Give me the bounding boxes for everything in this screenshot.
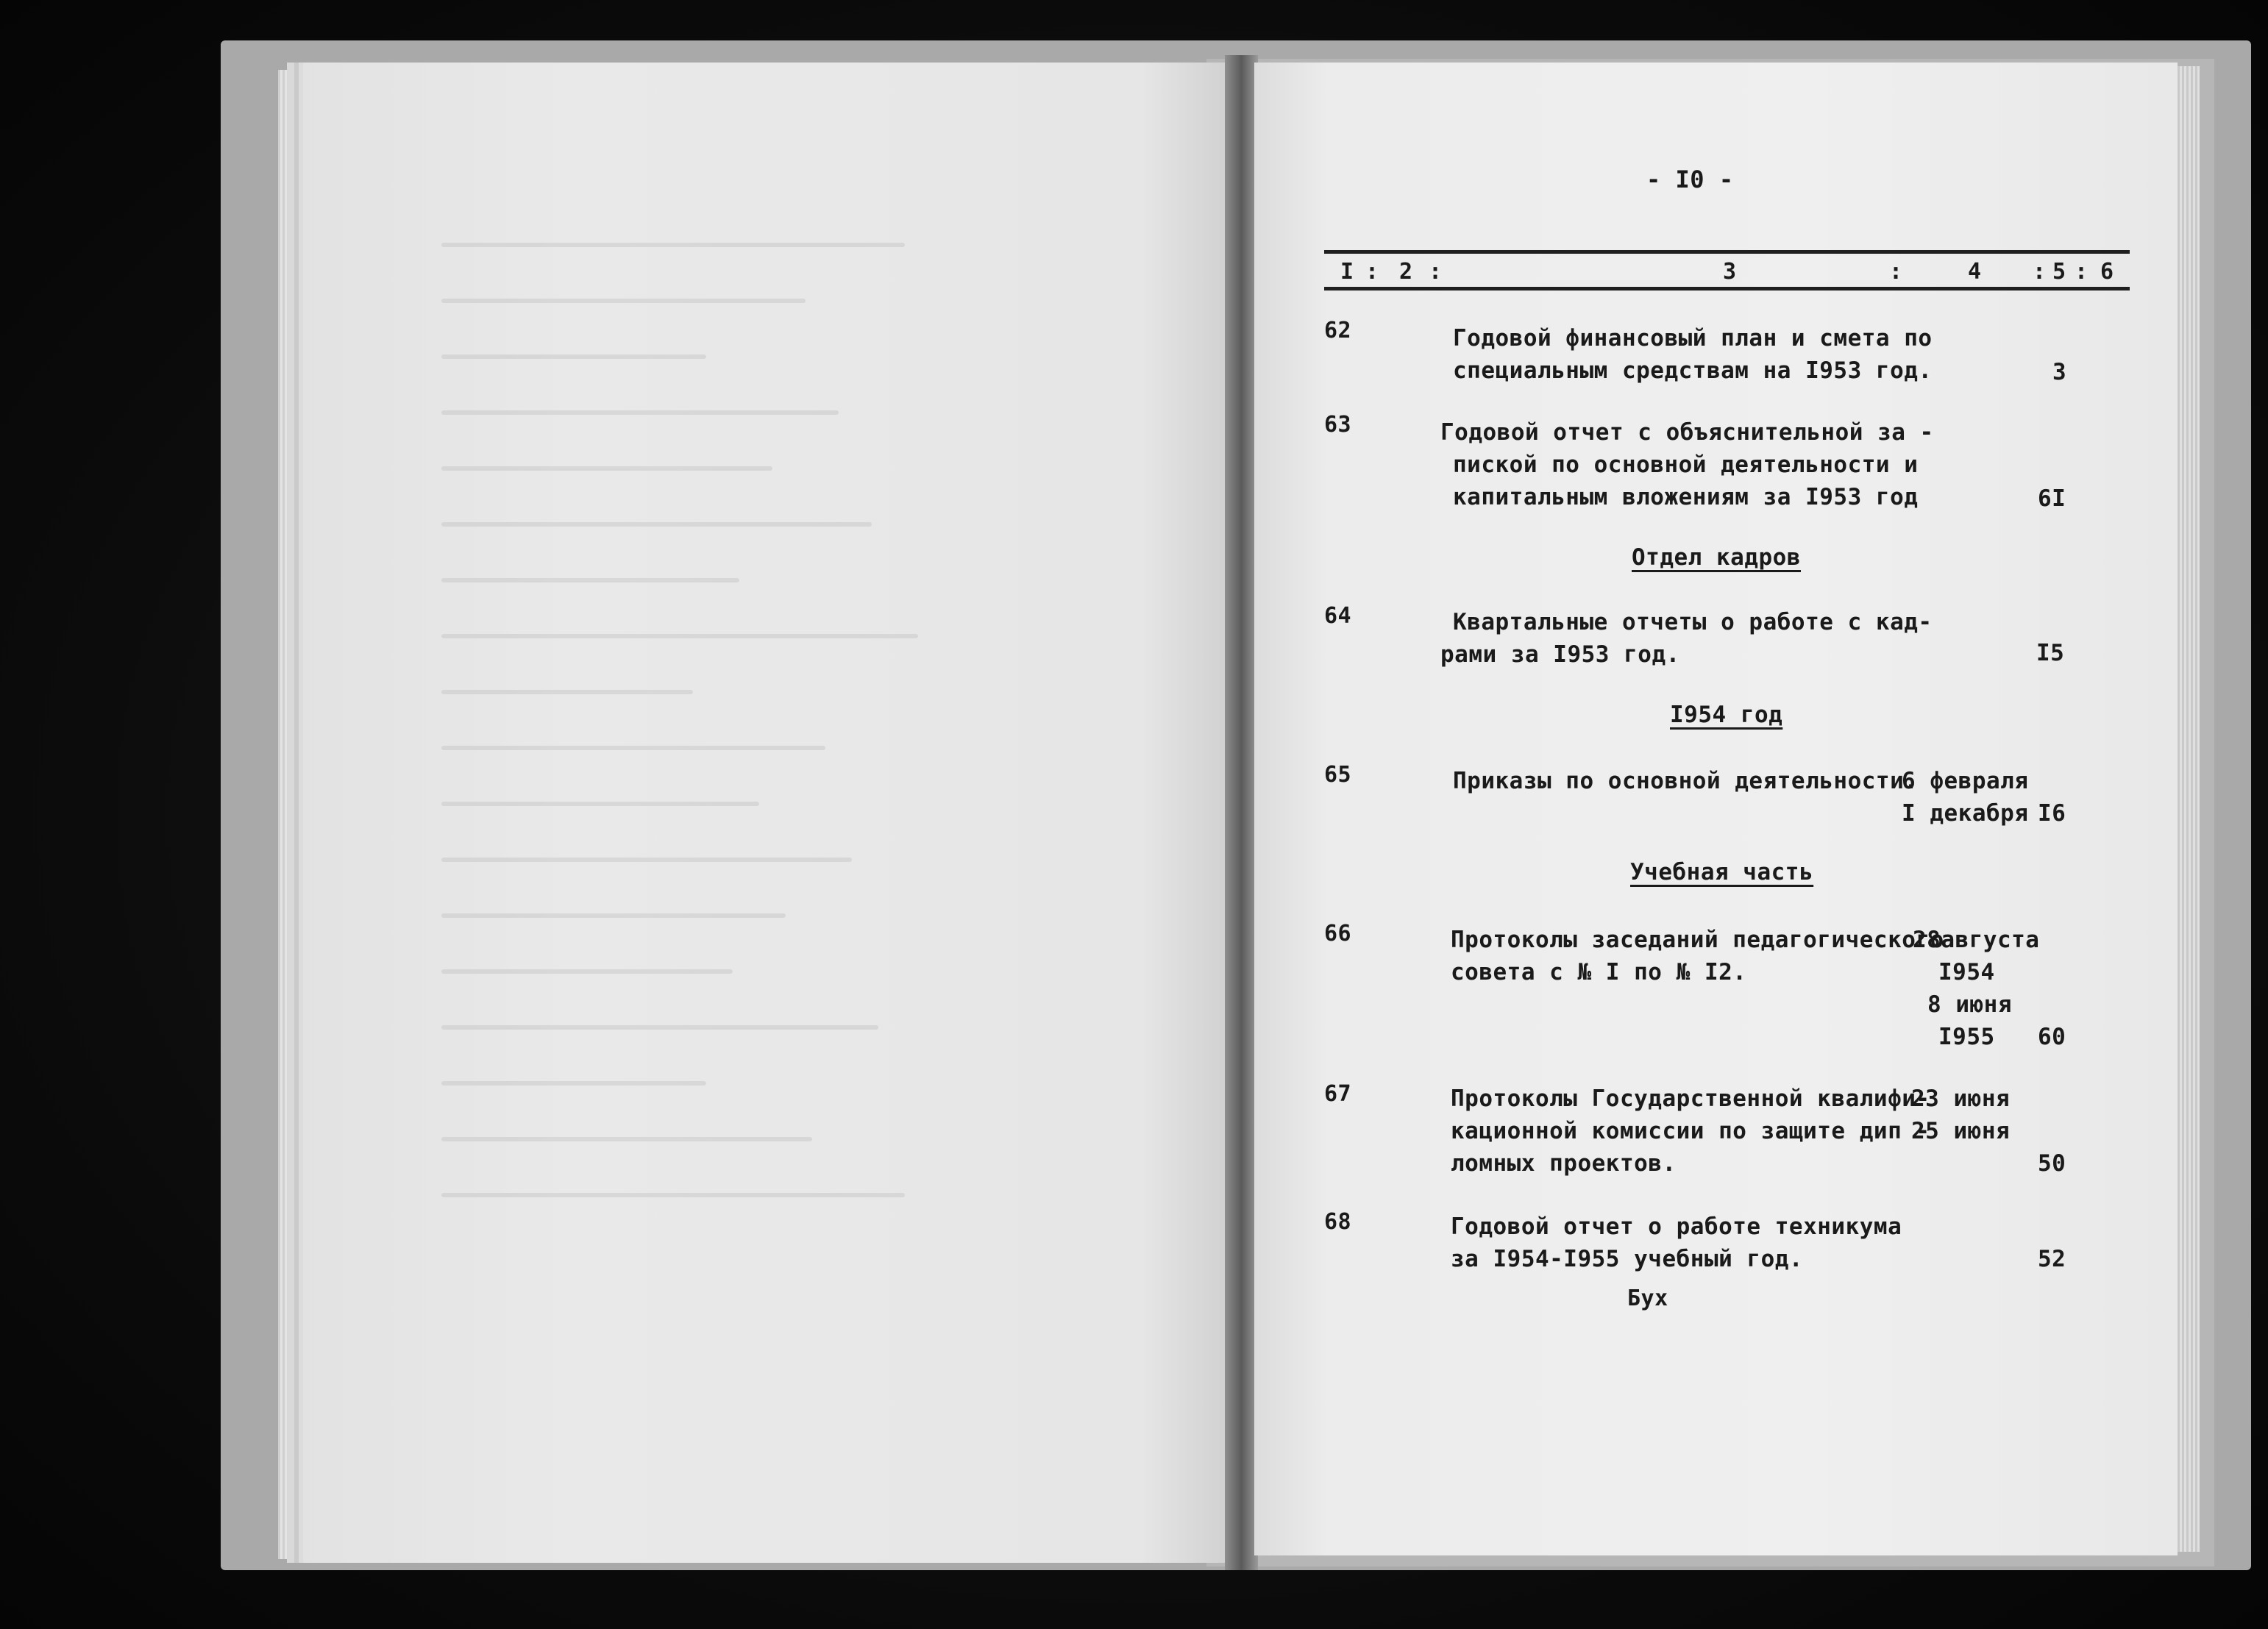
column-header-6: 6 xyxy=(2100,259,2114,285)
row-number: 68 xyxy=(1324,1209,1352,1235)
row-title-line: совета с № I по № I2. xyxy=(1451,959,1747,985)
row-title-line: Годовой отчет о работе техникума xyxy=(1451,1213,1902,1240)
footer-note: Бух xyxy=(1627,1286,1668,1311)
column-header-4: 4 xyxy=(1968,259,1982,285)
row-title-line: ломных проектов. xyxy=(1451,1150,1677,1177)
row-number: 67 xyxy=(1324,1081,1352,1107)
row-title-line: специальным средствам на I953 год. xyxy=(1453,357,1933,384)
column-separator: : xyxy=(2075,259,2089,285)
row-date: I955 xyxy=(1938,1024,1995,1050)
book-gutter xyxy=(1225,55,1258,1570)
row-pages: 52 xyxy=(2038,1246,2066,1272)
row-date: I декабря xyxy=(1902,800,2029,827)
right-page-edges xyxy=(2178,66,2200,1552)
row-date: I954 xyxy=(1938,959,1995,985)
row-number: 63 xyxy=(1324,412,1352,438)
row-date: 25 июня xyxy=(1911,1118,2011,1144)
row-pages: I5 xyxy=(2036,640,2065,666)
row-number: 65 xyxy=(1324,762,1352,788)
column-separator: : xyxy=(1429,259,1443,285)
row-number: 66 xyxy=(1324,921,1352,947)
column-header-5: 5 xyxy=(2052,259,2066,285)
row-title-line: Протоколы Государственной квалифи- xyxy=(1451,1086,1930,1112)
row-pages: 6I xyxy=(2038,485,2066,512)
row-title-line: кационной комиссии по защите дип - xyxy=(1451,1118,1930,1144)
section-heading: Отдел кадров xyxy=(1632,544,1801,571)
row-pages: I6 xyxy=(2038,800,2066,827)
column-separator: : xyxy=(1889,259,1903,285)
row-title-line: рами за I953 год. xyxy=(1440,641,1680,668)
row-number: 62 xyxy=(1324,318,1352,343)
row-title-line: Годовой финансовый план и смета по xyxy=(1453,325,1933,352)
row-title-line: за I954-I955 учебный год. xyxy=(1451,1246,1804,1272)
row-date: 8 июня xyxy=(1927,991,2012,1018)
column-separator: : xyxy=(1365,259,1379,285)
row-pages: 60 xyxy=(2038,1024,2066,1050)
row-pages: 50 xyxy=(2038,1150,2066,1177)
row-title-line: Приказы по основной деятельности. xyxy=(1453,768,1919,794)
row-title-line: капитальным вложениям за I953 год xyxy=(1453,484,1919,510)
row-number: 64 xyxy=(1324,603,1352,629)
row-title-line: пиской по основной деятельности и xyxy=(1453,452,1919,478)
page-number: - I0 - xyxy=(1646,165,1734,193)
row-date: 6 февраля xyxy=(1902,768,2029,794)
column-header-3: 3 xyxy=(1723,259,1737,285)
column-separator: : xyxy=(2033,259,2047,285)
row-title-line: Годовой отчет с объяснительной за - xyxy=(1440,419,1934,446)
section-heading: I954 год xyxy=(1670,702,1783,728)
header-rule-top xyxy=(1324,250,2130,254)
column-header-1: I xyxy=(1340,259,1354,285)
row-title-line: Протоколы заседаний педагогического xyxy=(1451,927,1944,953)
left-page-bleedthrough xyxy=(441,243,1103,1419)
header-rule-bottom xyxy=(1324,287,2130,290)
row-date: 28августа xyxy=(1913,927,2040,953)
row-pages: 3 xyxy=(2052,359,2067,385)
section-heading: Учебная часть xyxy=(1630,859,1814,885)
column-header-2: 2 xyxy=(1399,259,1413,285)
row-title-line: Квартальные отчеты о работе с кад- xyxy=(1453,609,1933,635)
row-date: 23 июня xyxy=(1911,1086,2011,1112)
